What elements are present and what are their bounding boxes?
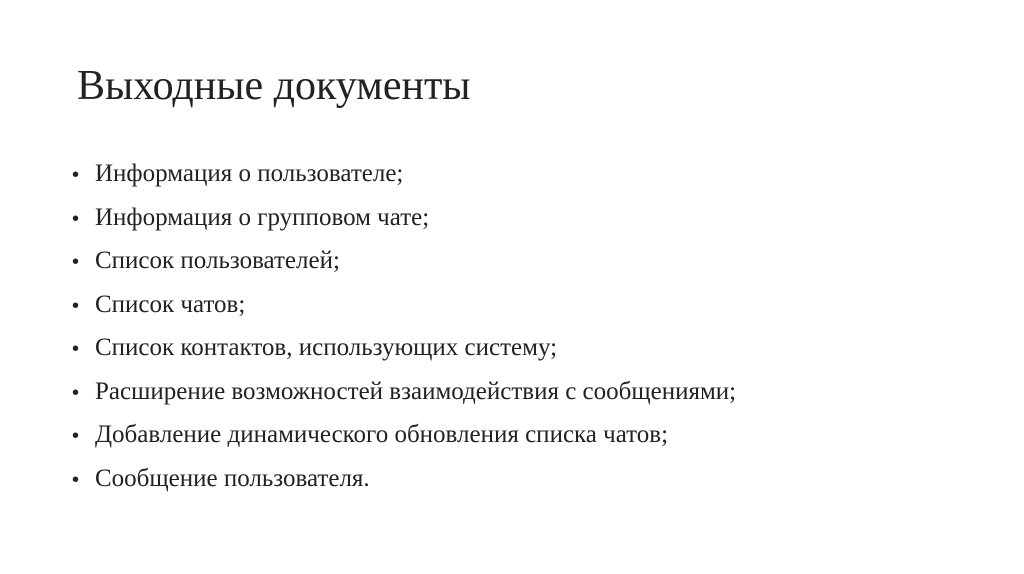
bullet-icon: • [72, 251, 80, 273]
bullet-list [72, 152, 972, 500]
list-item-text: Добавление динамического обновления списка чатов; [95, 421, 669, 448]
slide-title: Выходные документы [77, 63, 471, 109]
list-item-text: Информация о пользователе; [95, 160, 404, 187]
list-item-text: Список пользователей; [95, 247, 340, 274]
list-item-text: Список контактов, использующих систему; [95, 334, 558, 361]
list-item-text: Расширение возможностей взаимодействия с сообщениями; [95, 377, 737, 405]
list-item-text: Сообщение пользователя. [95, 464, 370, 492]
bullet-icon: • [72, 207, 80, 230]
list-item [72, 370, 972, 414]
list-item [72, 239, 972, 283]
list-item-text: Информация о групповом чате; [95, 203, 430, 231]
list-item [72, 196, 972, 240]
bullet-icon: • [72, 294, 80, 317]
bullet-icon: • [72, 425, 80, 447]
bullet-icon: • [72, 381, 80, 404]
list-item [72, 326, 972, 370]
bullet-icon: • [72, 164, 80, 186]
list-item [72, 152, 972, 196]
list-item-text: Список чатов; [95, 290, 246, 318]
list-item [72, 413, 972, 457]
list-item [72, 283, 972, 327]
bullet-icon: • [72, 468, 80, 491]
list-item [72, 457, 972, 501]
bullet-icon: • [72, 338, 80, 360]
